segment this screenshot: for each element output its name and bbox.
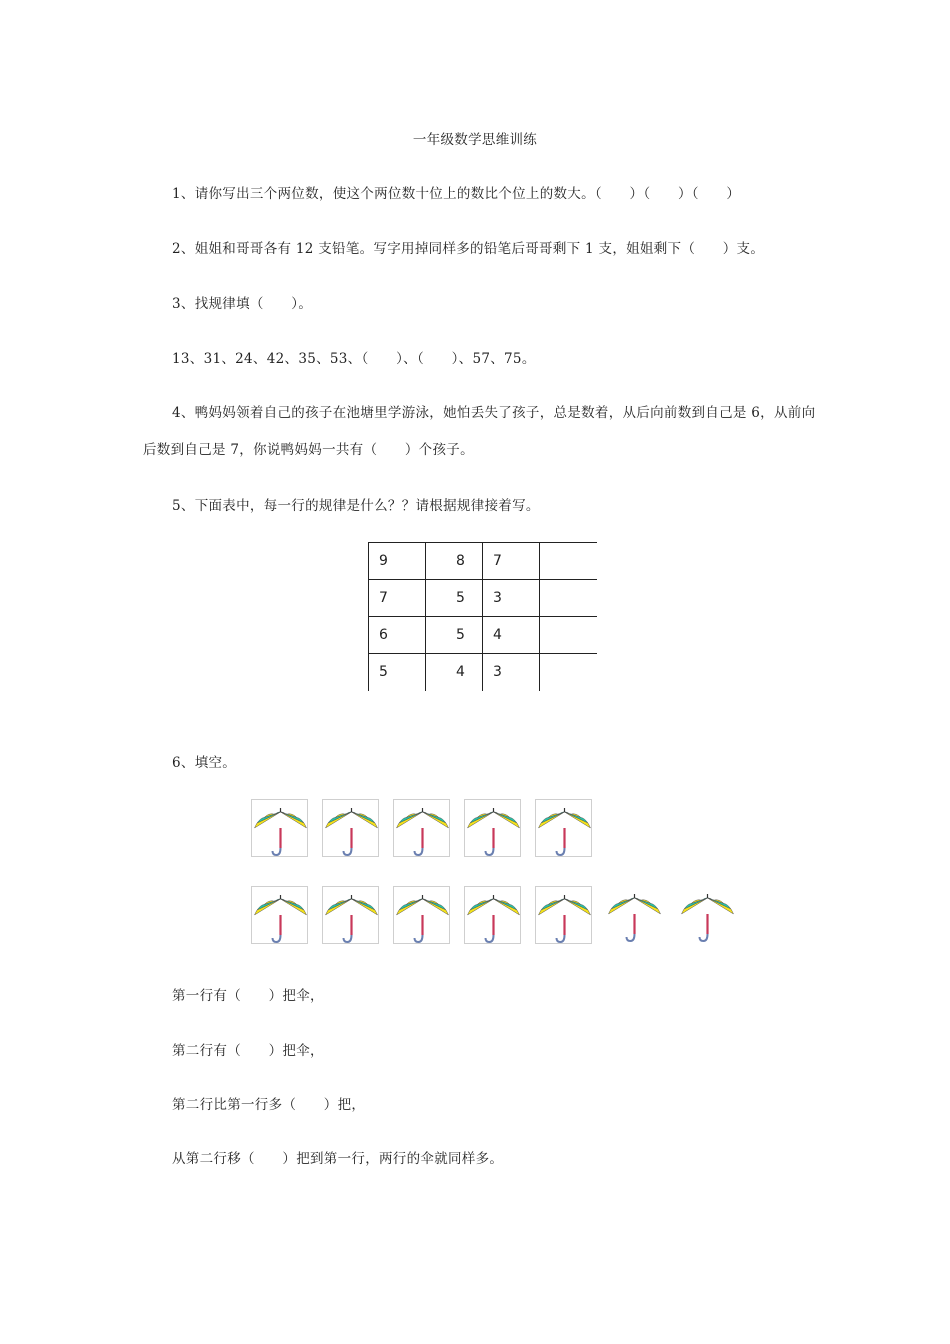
table-cell: 5 bbox=[369, 654, 426, 691]
table-cell: 7 bbox=[483, 543, 540, 580]
pattern-table bbox=[368, 542, 597, 691]
question-3-sequence: 13、31、24、42、35、53、（ ）、（ ）、57、75。 bbox=[172, 351, 536, 367]
umbrella-icon bbox=[393, 886, 450, 944]
table-cell: 6 bbox=[369, 617, 426, 654]
umbrella-icon bbox=[679, 886, 736, 944]
umbrella-icon bbox=[535, 886, 592, 944]
table-cell: 4 bbox=[426, 654, 483, 691]
table-cell: 8 bbox=[426, 543, 483, 580]
table-cell-blank[interactable] bbox=[540, 617, 597, 654]
table-cell: 3 bbox=[483, 654, 540, 691]
umbrella-icon bbox=[464, 799, 521, 857]
umbrella-icon bbox=[606, 886, 663, 944]
table-row bbox=[369, 543, 597, 580]
umbrella-icon bbox=[393, 799, 450, 857]
table-cell: 4 bbox=[483, 617, 540, 654]
umbrella-icon bbox=[464, 886, 521, 944]
table-cell: 3 bbox=[483, 580, 540, 617]
table-cell-blank[interactable] bbox=[540, 580, 597, 617]
question-3: 3、找规律填（ ）。 bbox=[172, 296, 313, 312]
umbrella-row-2 bbox=[251, 886, 752, 946]
umbrella-row-1 bbox=[251, 799, 606, 859]
question-6: 6、填空。 bbox=[172, 755, 237, 771]
table-row bbox=[369, 580, 597, 617]
umbrella-icon bbox=[251, 799, 308, 857]
umbrella-icon bbox=[322, 886, 379, 944]
table-cell-blank[interactable] bbox=[540, 543, 597, 580]
umbrella-icon bbox=[535, 799, 592, 857]
table-cell: 9 bbox=[369, 543, 426, 580]
blank-line-4: 从第二行移（ ）把到第一行，两行的伞就同样多。 bbox=[172, 1151, 504, 1167]
blank-line-2: 第二行有（ ）把伞， bbox=[172, 1043, 324, 1059]
table-cell: 5 bbox=[426, 617, 483, 654]
umbrella-icon bbox=[322, 799, 379, 857]
blank-line-1: 第一行有（ ）把伞， bbox=[172, 988, 324, 1004]
table-cell-blank[interactable] bbox=[540, 654, 597, 691]
umbrella-icon bbox=[251, 886, 308, 944]
table-row bbox=[369, 617, 597, 654]
question-2: 2、姐姐和哥哥各有 12 支铅笔。写字用掉同样多的铅笔后哥哥剩下 1 支，姐姐剩下（ ）支。 bbox=[172, 241, 765, 257]
table-cell: 5 bbox=[426, 580, 483, 617]
blank-line-3: 第二行比第一行多（ ）把， bbox=[172, 1097, 366, 1113]
page-title: 一年级数学思维训练 bbox=[412, 132, 538, 148]
question-4-line1: 4、鸭妈妈领着自己的孩子在池塘里学游泳，她怕丢失了孩子，总是数着，从后向前数到自己是 6，从前向 bbox=[172, 405, 816, 421]
question-4-line2: 后数到自己是 7，你说鸭妈妈一共有（ ）个孩子。 bbox=[143, 442, 474, 458]
table-cell: 7 bbox=[369, 580, 426, 617]
question-1: 1、请你写出三个两位数，使这个两位数十位上的数比个位上的数大。（ ）（ ）（ ） bbox=[172, 186, 741, 202]
question-5: 5、下面表中，每一行的规律是什么？？请根据规律接着写。 bbox=[172, 498, 540, 514]
table-row bbox=[369, 654, 597, 691]
